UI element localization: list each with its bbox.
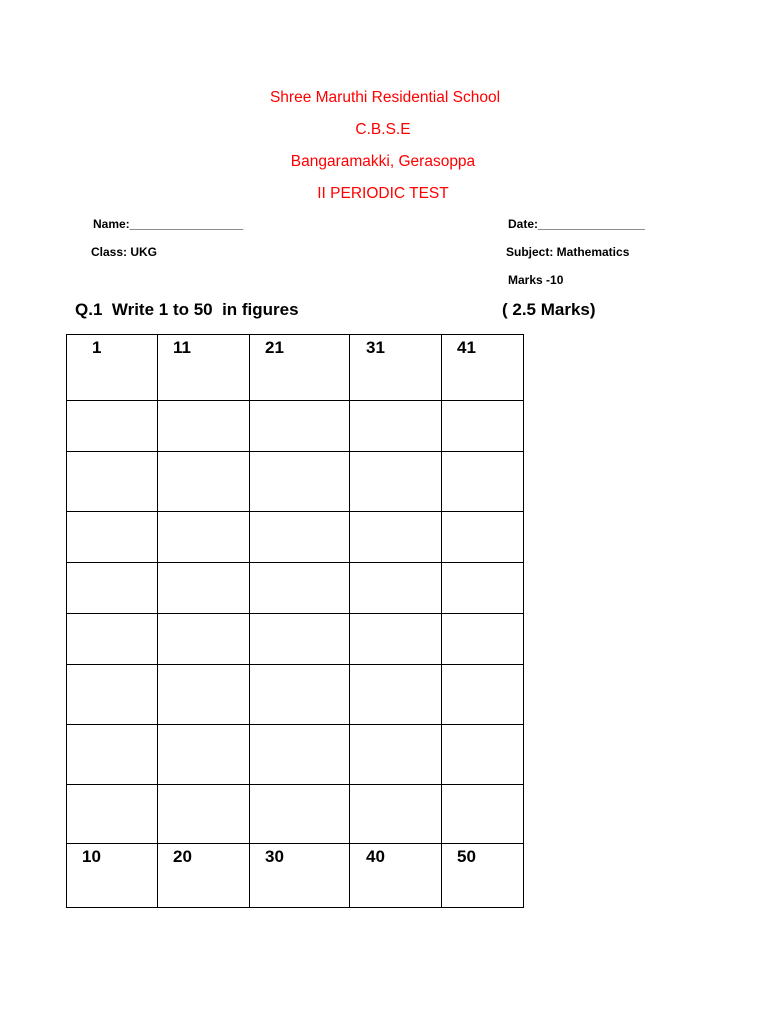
grid-cell[interactable] (442, 401, 524, 452)
grid-number: 41 (457, 338, 476, 357)
grid-cell[interactable] (158, 785, 250, 844)
grid-row (67, 512, 524, 563)
question-text: Q.1 Write 1 to 50 in figures (75, 300, 299, 319)
grid-cell[interactable] (442, 785, 524, 844)
grid-cell[interactable] (158, 335, 250, 401)
grid-cell[interactable] (350, 785, 442, 844)
grid-cell[interactable] (350, 512, 442, 563)
board-name: C.B.S.E (355, 121, 411, 138)
grid-number: 40 (366, 847, 385, 866)
grid-row (67, 401, 524, 452)
grid-cell[interactable] (442, 725, 524, 785)
grid-cell[interactable] (350, 401, 442, 452)
grid-cell[interactable] (442, 512, 524, 563)
grid-number: 11 (173, 338, 191, 357)
test-title: II PERIODIC TEST (317, 185, 449, 202)
grid-row-bottom (67, 844, 524, 908)
grid-cell[interactable] (158, 452, 250, 512)
class-label: Class: UKG (91, 245, 158, 259)
grid-number: 10 (82, 847, 101, 866)
grid-number: 30 (265, 847, 284, 866)
grid-cell[interactable] (250, 785, 350, 844)
total-marks-label: Marks -10 (508, 273, 564, 287)
grid-cell[interactable] (67, 665, 158, 725)
grid-cell[interactable] (442, 665, 524, 725)
name-field[interactable]: Name:_________________ (93, 217, 244, 231)
grid-cell[interactable] (250, 401, 350, 452)
grid-row (67, 725, 524, 785)
grid-row-top (67, 335, 524, 401)
grid-cell[interactable] (67, 844, 158, 908)
subject-label: Subject: Mathematics (506, 245, 630, 259)
grid-cell[interactable] (250, 844, 350, 908)
grid-cell[interactable] (442, 452, 524, 512)
grid-cell[interactable] (442, 563, 524, 614)
grid-cell[interactable] (350, 665, 442, 725)
grid-number: 1 (92, 338, 102, 357)
grid-cell[interactable] (250, 335, 350, 401)
grid-row (67, 614, 524, 665)
grid-cell[interactable] (67, 614, 158, 665)
grid-cell[interactable] (158, 725, 250, 785)
number-grid (66, 334, 524, 908)
grid-number: 21 (265, 338, 284, 357)
grid-cell[interactable] (158, 563, 250, 614)
grid-cell[interactable] (158, 665, 250, 725)
grid-cell[interactable] (250, 665, 350, 725)
grid-cell[interactable] (350, 844, 442, 908)
grid-cell[interactable] (67, 785, 158, 844)
grid-cell[interactable] (67, 725, 158, 785)
grid-cell[interactable] (250, 563, 350, 614)
grid-cell[interactable] (350, 452, 442, 512)
grid-cell[interactable] (250, 725, 350, 785)
grid-cell[interactable] (350, 563, 442, 614)
grid-number: 20 (173, 847, 192, 866)
grid-number: 50 (457, 847, 476, 866)
grid-cell[interactable] (158, 512, 250, 563)
grid-cell[interactable] (158, 401, 250, 452)
grid-cell[interactable] (350, 335, 442, 401)
grid-cell[interactable] (350, 614, 442, 665)
date-field[interactable]: Date:________________ (508, 217, 645, 231)
grid-cell[interactable] (250, 452, 350, 512)
grid-cell[interactable] (67, 452, 158, 512)
grid-number: 31 (366, 338, 385, 357)
grid-cell[interactable] (158, 844, 250, 908)
grid-cell[interactable] (67, 563, 158, 614)
grid-cell[interactable] (67, 512, 158, 563)
grid-cell[interactable] (67, 335, 158, 401)
grid-cell[interactable] (442, 614, 524, 665)
grid-cell[interactable] (67, 401, 158, 452)
grid-cell[interactable] (158, 614, 250, 665)
school-name: Shree Maruthi Residential School (269, 89, 501, 106)
grid-row (67, 563, 524, 614)
grid-row (67, 665, 524, 725)
school-location: Bangaramakki, Gerasoppa (290, 153, 476, 170)
grid-cell[interactable] (250, 614, 350, 665)
grid-cell[interactable] (250, 512, 350, 563)
question-marks: ( 2.5 Marks) (502, 300, 596, 319)
grid-row (67, 452, 524, 512)
grid-cell[interactable] (442, 335, 524, 401)
grid-cell[interactable] (350, 725, 442, 785)
grid-row (67, 785, 524, 844)
grid-cell[interactable] (442, 844, 524, 908)
